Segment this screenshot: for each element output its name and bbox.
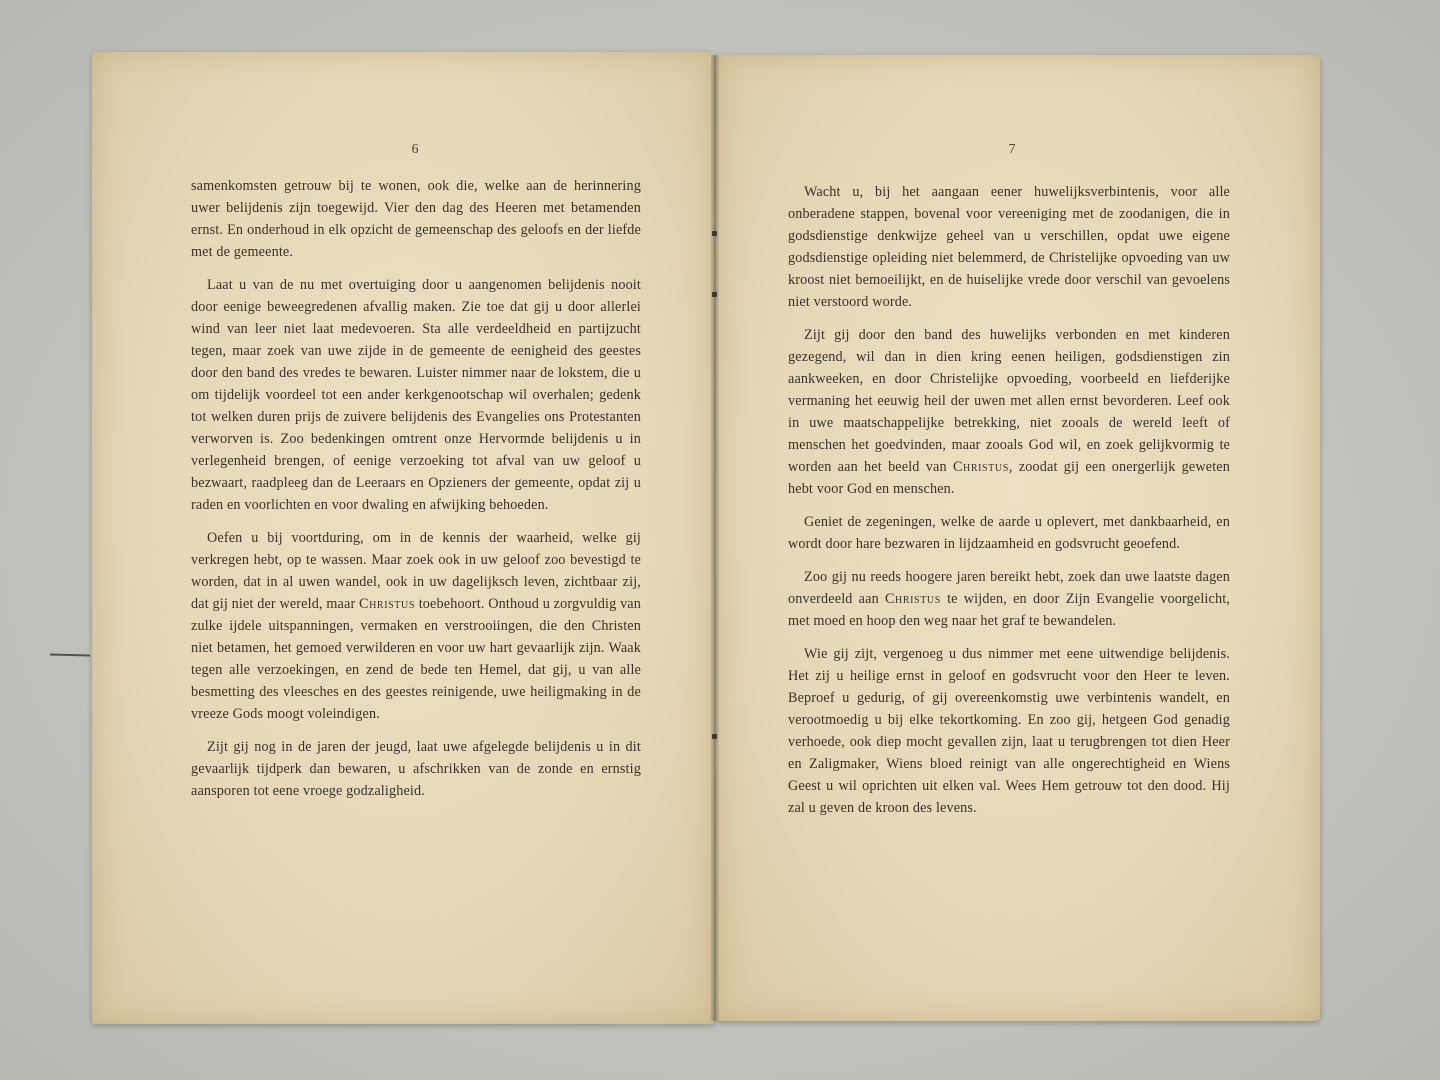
right-page-text	[788, 181, 1230, 830]
paragraph: Wacht u, bij het aangaan eener huwelijksverbintenis, voor alle onberadene stappen, bovenal voor vereeniging met de zoodanigen, die in godsdienstige denkwijze geheel van u verschillen, opdat uwe eigene godsdienstige opleiding niet belemmerd, de Christelijke opvoeding van uw kroost niet bemoeilijkt, en de huiselijke vrede door verschil van gevoelens niet verstoord worde.	[788, 184, 1230, 310]
paragraph	[788, 324, 1230, 500]
paragraph: Geniet de zegeningen, welke de aarde u oplevert, met dankbaarheid, en wordt door hare bezwaren in lijdzaamheid en godsvrucht geoefend.	[788, 514, 1230, 552]
binding-stitch	[712, 231, 717, 236]
paragraph: Wie gij zijt, vergenoeg u dus nimmer met eene uitwendige belijdenis. Het zij u heilige ernst in geloof en godsvrucht voor den Heer te leven. Beproef u gedurig, of gij overeenkomstig uwe verbintenis wandelt, en verootmoedig u bij elke tekortkoming. En zoo gij, hetgeen God genadig verhoede, ook diep mocht gevallen zijn, laat u terugbrengen tot dien Heer en Zaligmaker, Wiens bloed reinigt van alle ongerechtigheid en Wiens Geest u wil oprichten uit elken val. Wees Hem getrouw tot den dood. Hij zal u geven de kroon des levens.	[788, 646, 1230, 816]
binding-stitch	[712, 292, 717, 297]
paragraph: samenkomsten getrouw bij te wonen, ook die, welke aan de herinnering uwer belijdenis zijn toegewijd. Vier den dag des Heeren met betamenden ernst. En onderhoud in elk opzicht de gemeenschap des geloofs en der liefde met de gemeente.	[191, 178, 641, 260]
page-number-right: 7	[1008, 142, 1016, 157]
paragraph	[191, 527, 641, 725]
page-number-left: 6	[411, 142, 419, 157]
text-run: Zoo gij nu reeds hoogere jaren bereikt hebt, zoek dan uwe laatste dagen onverdeeld aan	[788, 569, 1230, 607]
book-gutter	[711, 55, 719, 1021]
paragraph: Laat u van de nu met overtuiging door u aangenomen belijdenis nooit door eenige beweegredenen afvallig maken. Zie toe dat gij u door allerlei wind van leer niet laat medevoeren. Sta alle verdeeldheid en partijzucht tegen, maar zoek van uwe zijde in de gemeente de eenigheid des geestes door den band des vredes te bewaren. Luister nimmer naar de lokstem, die u om tijdelijk voordeel tot een ander kerkgenootschap wil overhalen; gedenk tot welken duren prijs de zuivere belijdenis des Evangelies ons Protestanten verworven is. Zoo bedenkingen omtrent onze Hervormde belijdenis u in verlegenheid brengen, of eenige verzoeking tot afval van uw geloof u bezwaart, raadpleeg dan de Leeraars en Opzieners der gemeente, opdat zij u raden en voorlichten en voor dwaling en afwijking behoeden.	[191, 277, 641, 513]
paragraph: Zijt gij nog in de jaren der jeugd, laat uwe afgelegde belijdenis u in dit gevaarlijk tijdperk dan bewaren, u afschrikken van de zonde en ernstig aansporen tot eene vroege godzaligheid.	[191, 739, 641, 799]
binding-stitch	[712, 734, 717, 739]
christus-name: Christus	[952, 459, 1009, 475]
christus-name: Christus	[359, 596, 415, 612]
text-run: Oefen u bij voortduring, om in de kennis der waarheid, welke gij verkregen hebt, op te wassen. Maar zoek ook in uw geloof zoo bevestigd te worden, dat in al uwen wandel, ook in uw dagelijksch leven, zichtbaar zij, dat gij niet der wereld, maar	[191, 530, 641, 612]
left-page-text	[191, 175, 641, 813]
text-run: te wijden, en door Zijn Evangelie voorgelicht, met moed en hoop den weg naar het graf te bewandelen.	[788, 591, 1231, 629]
christus-name: Christus	[884, 591, 941, 607]
text-run: toebehoort. Onthoud u zorgvuldig van zulke ijdele uitspanningen, vermaken en verstrooiingen, die den Christen niet betamen, het gemoed verwilderen en voor uw hart gevaarlijk zijn. Waak tegen alle verzoekingen, en zend de bede ten Hemel, dat gij, u van alle besmetting des vleesches en des geestes reinigende, uwe heiligmaking in de vreeze Gods moogt voleindigen.	[191, 596, 641, 722]
paragraph	[788, 566, 1230, 632]
text-run: , zoodat gij een onergerlijk geweten hebt voor God en menschen.	[788, 459, 1230, 497]
text-run: Zijt gij door den band des huwelijks verbonden en met kinderen gezegend, wil dan in dien kring eenen heiligen, godsdienstigen zin aankweeken, en door Christelijke opvoeding, voorbeeld en liefderijke vermaning het eeuwig heil der uwen met allen ernst bevorderen. Leef ook in uwe maatschappelijke betrekking, niet zooals de wereld leeft of menschen het goedvinden, maar zooals God wil, en zoek gelijkvormig te worden aan het beeld van	[788, 327, 1230, 475]
